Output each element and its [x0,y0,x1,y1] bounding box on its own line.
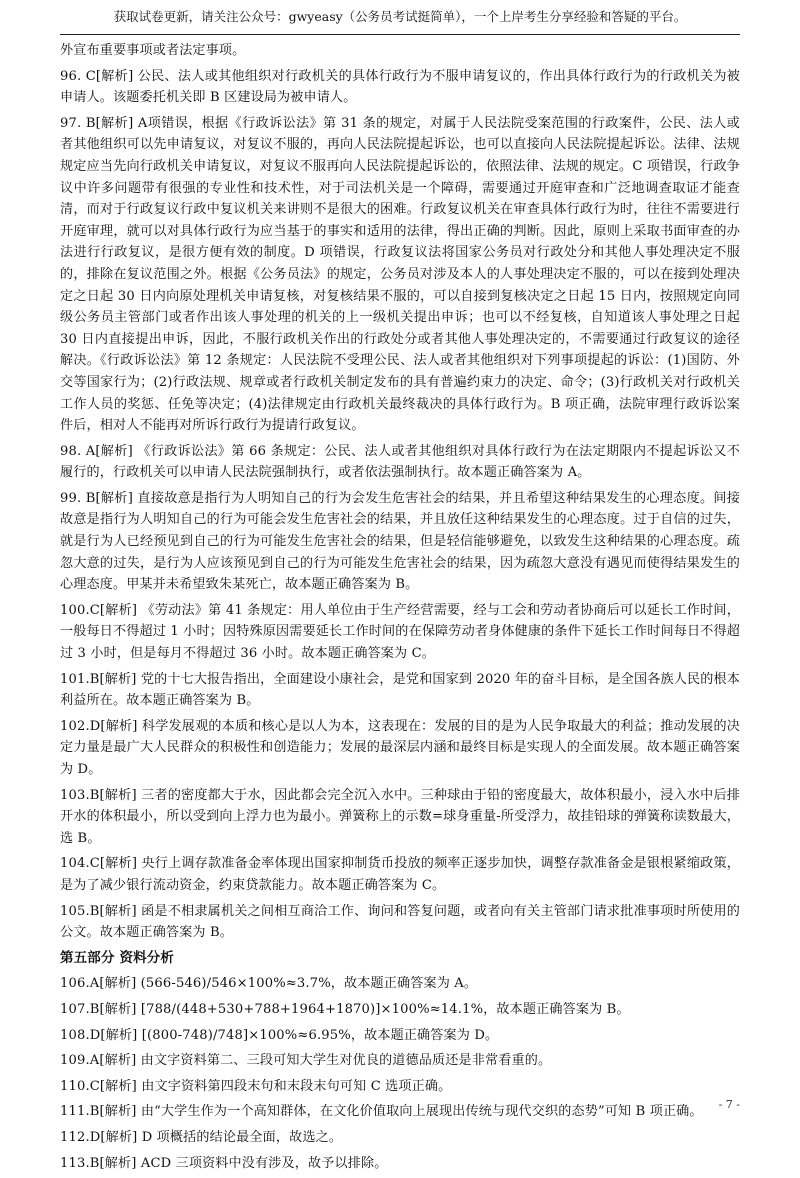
answer-105: 105.B[解析] 函是不相隶属机关之间相互商洽工作、询问和答复问题，或者向有关主管部门请求批准事项时所使用的公文。故本题正确答案为 B。 [60,903,740,941]
answer-109: 109.A[解析] 由文字资料第二、三段可知大学生对优良的道德品质还是非常看重的。 [60,1053,552,1069]
answer-101: 101.B[解析] 党的十七大报告指出，全面建设小康社会，是党和国家到 2020 年的奋斗目标，是全国各族人民的根本利益所在。故本题正确答案为 B。 [60,671,740,709]
answer-107: 107.B[解析] [788/(448+530+788+1964+1870)]×100%≈14.1%，故本题正确答案为 B。 [60,1001,630,1017]
answer-97: 97. B[解析] A项错误，根据《行政诉讼法》第 31 条的规定，对属于人民法院受案范围的行政案件，公民、法人或者其他组织可以先申请复议，对复议不服的，再向人民法院提起诉讼，也可以直接向人民法院提起诉讼。法律、法规规定应当先向行政机关申请复议，对复议不服再向人民法院提起诉讼的，依照法律、法规的规定。C 项错误，行政争议中许多问题带有很强的专业性和技术性，对于司法机关是一个障碍，需要通过开庭审查和广泛地调查取证才能查清，而对于行政复议行政中复议机关来讲则不是很大的困难。行政复议机关在审查具体行政行为时，往往不需要进行开庭审理，就可以对具体行政行为应当基于的事实和适用的法律，得出正确的判断。因此，原则上采取书面审查的办法进行行政复议，是很方便有效的制度。D 项错误，行政复议法将国家公务员对行政处分和其他人事处理决定不服的，排除在复议范围之外。根据《公务员法》的规定，公务员对涉及本人的人事处理决定不服的，可以在接到处理决定之日起 30 日内向原处理机关申请复核，对复核结果不服的，可以自接到复核决定之日起 15 日内，按照规定向同级公务员主管部门或者作出该人事处理的机关的上一级机关提出申诉；也可以不经复核，自知道该人事处理之日起 30 日内直接提出申诉，因此，不服行政机关作出的行政处分或者其他人事处理决定的，不需要通过行政复议的途径解决。《行政诉讼法》第 12 条规定：人民法院不受理公民、法人或者其他组织对下列事项提起的诉讼：(1)国防、外交等国家行为；(2)行政法规、规章或者行政机关制定发布的具有普遍约束力的决定、命令；(3)行政机关对行政机关工作人员的奖惩、任免等决定；(4)法律规定由行政机关最终裁决的具体行政行为。B 项正确，法院审理行政诉讼案件后，相对人不能再对所诉行政行为提请行政复议。 [60,115,740,434]
answer-98: 98. A[解析] 《行政诉讼法》第 66 条规定：公民、法人或者其他组织对具体行政行为在法定期限内不提起诉讼又不履行的，行政机关可以申请人民法院强制执行，或者依法强制执行。故本题正确答案为 A。 [60,443,740,481]
answer-106: 106.A[解析] (566-546)/546×100%≈3.7%，故本题正确答案为 A。 [60,976,478,992]
paragraph-continuation: 外宣布重要事项或者法定事项。 [60,43,246,58]
answer-100: 100.C[解析] 《劳动法》第 41 条规定：用人单位由于生产经营需要，经与工会和劳动者协商后可以延长工作时间，一般每日不得超过 1 小时；因特殊原因需要延长工作时间的在保障劳动者身体健康的条件下延长工作时间每日不得超过 3 小时，但是每月不得超过 36 小时。故本题正确答案为 C。 [60,602,740,662]
answer-102: 102.D[解析] 科学发展观的本质和核心是以人为本，这表现在：发展的目的是为人民争取最大的利益；推动发展的决定力量是最广大人民群众的积极性和创造能力；发展的最深层内涵和最终目标是实现人的全面发展。故本题正确答案为 D。 [60,718,740,777]
answer-113: 113.B[解析] ACD 三项资料中没有涉及，故予以排除。 [60,1155,388,1171]
answer-content [60,40,740,1178]
header-divider [60,34,740,35]
header-text: 获取试卷更新，请关注公众号：gwyeasy（公务员考试挺简单），一个上岸考生分享经验和答疑的平台。 [113,9,687,24]
answer-96: 96. C[解析] 公民、法人或其他组织对行政机关的具体行政行为不服申请复议的，作出具体行政行为的行政机关为被申请人。该题委托机关即 B 区建设局为被申请人。 [60,68,740,106]
section-title: 第五部分 资料分析 [60,949,175,966]
answer-111: 111.B[解析] 由“大学生作为一个高知群体，在文化价值取向上展现出传统与现代交织的态势”可知 B 项正确。 [60,1104,703,1120]
answer-108: 108.D[解析] [(800-748)/748]×100%≈6.95%，故本题正确答案为 D。 [60,1027,499,1043]
answer-110: 110.C[解析] 由文字资料第四段末句和末段末句可知 C 选项正确。 [60,1078,452,1094]
answer-99: 99. B[解析] 直接故意是指行为人明知自己的行为会发生危害社会的结果，并且希望这种结果发生的心理态度。间接故意是指行为人明知自己的行为可能会发生危害社会的结果，并且放任这种结果发生的心理态度。过于自信的过失，就是行为人已经预见到自己的行为可能发生危害社会的结果，但是轻信能够避免，以致发生这种结果的心理态度。疏忽大意的过失，是行为人应该预见到自己的行为可能发生危害社会的结果，因为疏忽大意没有遇见而使得结果发生的心理态度。甲某并未希望致朱某死亡，故本题正确答案为 B。 [60,490,740,593]
page-header [0,0,800,30]
answer-103: 103.B[解析] 三者的密度都大于水，因此都会完全沉入水中。三种球由于铅的密度最大，故体积最小，浸入水中后排开水的体积最小，所以受到向上浮力也为最小。弹簧称上的示数=球身重量-所受浮力，故挂铅球的弹簧称读数最大，选 B。 [60,787,740,846]
answer-112: 112.D[解析] D 项概括的结论最全面，故选之。 [60,1129,343,1145]
page-number: - 7 - [718,1098,740,1111]
answer-104: 104.C[解析] 央行上调存款准备金率体现出国家抑制货币投放的频率正逐步加快，调整存款准备金是银根紧缩政策，是为了减少银行流动资金，约束贷款能力。故本题正确答案为 C。 [60,856,740,893]
